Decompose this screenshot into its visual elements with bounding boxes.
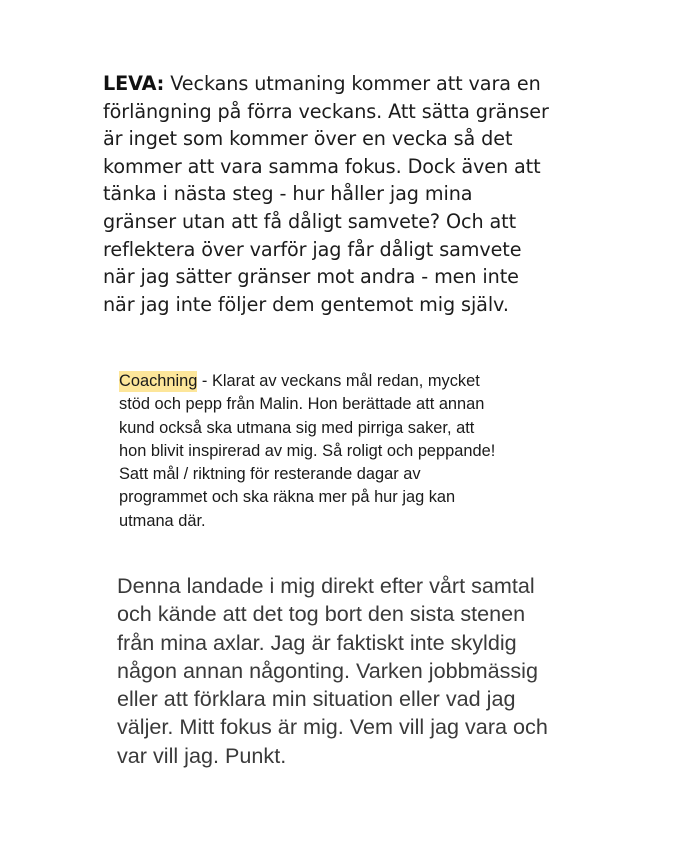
coachning-line: kund också ska utmana sig med pirriga saker, att: [119, 418, 475, 437]
leva-line-text: Veckans utmaning kommer att vara en: [164, 72, 541, 95]
leva-line: kommer att vara samma fokus. Dock även att: [103, 154, 541, 178]
leva-line: när jag sätter gränser mot andra - men inte: [103, 265, 519, 289]
coachning-line: stöd och pepp från Malin. Hon berättade att annan: [119, 395, 485, 414]
leva-line: är inget som kommer över en vecka så det: [103, 127, 513, 151]
coachning-highlight: Coachning: [119, 372, 198, 390]
coachning-note: [119, 370, 539, 533]
reflection-line: eller att förklara min situation eller vad jag: [117, 686, 516, 712]
reflection-line: någon annan någonting. Varken jobbmässig: [117, 657, 538, 683]
coachning-line: Satt mål / riktning för resterande dagar av: [119, 465, 421, 484]
reflection-line: från mina axlar. Jag är faktiskt inte skyldig: [117, 629, 517, 655]
coachning-line: [119, 370, 539, 393]
coachning-line: utmana där.: [119, 511, 206, 530]
leva-label: LEVA:: [103, 72, 165, 95]
reflection-paragraph: [117, 572, 617, 770]
leva-line: reflektera över varför jag får dåligt samvete: [103, 237, 522, 261]
leva-line: gränser utan att få dåligt samvete? Och att: [103, 209, 517, 233]
reflection-line: var vill jag. Punkt.: [117, 742, 287, 768]
leva-line: tänka i nästa steg - hur håller jag mina: [103, 182, 473, 206]
leva-line: när jag inte följer dem gentemot mig själv.: [103, 292, 509, 316]
coachning-line: hon blivit inspirerad av mig. Så roligt och peppande!: [119, 441, 496, 460]
coachning-line-text: - Klarat av veckans mål redan, mycket: [197, 372, 480, 390]
coachning-line: programmet och ska räkna mer på hur jag kan: [119, 488, 456, 507]
leva-line: [103, 70, 583, 98]
reflection-line: Denna landade i mig direkt efter vårt samtal: [117, 573, 535, 598]
reflection-line: och kände att det tog bort den sista stenen: [117, 601, 526, 627]
leva-line: förlängning på förra veckans. Att sätta gränser: [103, 99, 549, 123]
leva-paragraph: [103, 70, 583, 318]
reflection-line: väljer. Mitt fokus är mig. Vem vill jag vara och: [117, 714, 548, 740]
